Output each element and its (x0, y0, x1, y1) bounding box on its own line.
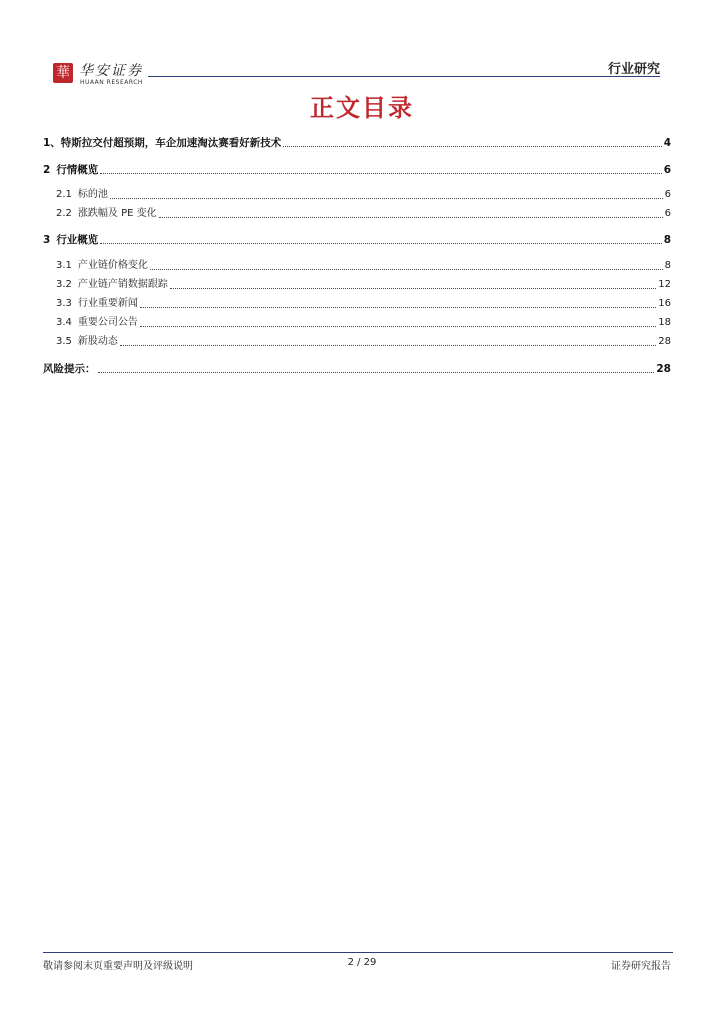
toc-entry-number: 3.4 (56, 317, 72, 328)
toc-entry-label: 产业链价格变化 (77, 260, 148, 271)
toc-entry[interactable] (56, 188, 671, 202)
toc-entry-number: 3.5 (56, 336, 72, 347)
toc-dot-leader (140, 307, 656, 308)
toc-entry-label: 新股动态 (77, 336, 118, 347)
toc-entry-number: 3.2 (56, 279, 72, 290)
toc-dot-leader (100, 243, 661, 244)
toc-entry-label: 行业重要新闻 (77, 298, 138, 309)
toc-entry-number: 2.1 (56, 189, 72, 200)
toc-entry-page: 6 (664, 189, 671, 200)
toc-entry-page: 8 (663, 234, 671, 246)
toc-entry-page: 12 (658, 279, 671, 290)
logo-name: 华安证券 (79, 63, 143, 79)
toc-entry-number: 3 (43, 234, 51, 246)
toc-entry-page: 8 (664, 260, 671, 271)
page-header (0, 0, 724, 95)
logo-english: HUAAN RESEARCH (80, 79, 143, 86)
footer-rule (43, 952, 673, 953)
toc-entry-page: 28 (658, 336, 671, 347)
toc-entry-page: 16 (658, 298, 671, 309)
toc-entry-label: 风险提示： (43, 363, 96, 375)
header-rule (148, 76, 660, 77)
toc-entry-label: 行情概览 (56, 164, 99, 176)
toc-entry-number: 2 (43, 164, 51, 176)
toc-entry[interactable] (56, 316, 671, 330)
toc-dot-leader (120, 345, 656, 346)
toc-entry-page: 18 (658, 317, 671, 328)
toc-dot-leader (170, 288, 656, 289)
toc-dot-leader (283, 146, 661, 147)
page-title: 正文目录 (310, 94, 414, 122)
toc-entry[interactable] (43, 136, 671, 150)
logo-icon: 華 (53, 63, 73, 83)
toc-entry-number: 3.1 (56, 260, 72, 271)
toc-entry-number: 2.2 (56, 208, 72, 219)
toc-dot-leader (98, 372, 655, 373)
toc-entry-number: 3.3 (56, 298, 72, 309)
toc-entry-page: 4 (663, 137, 671, 149)
section-label: 行业研究 (607, 62, 660, 77)
toc-entry-label: 涨跌幅及 PE 变化 (77, 208, 157, 219)
toc-entry[interactable] (56, 259, 671, 273)
toc-dot-leader (100, 173, 661, 174)
toc-entry-label: 产业链产销数据跟踪 (77, 279, 168, 290)
toc-dot-leader (159, 217, 663, 218)
toc-entry-label: 标的池 (77, 189, 108, 200)
toc-entry[interactable] (56, 278, 671, 292)
toc-entry-page: 6 (663, 164, 671, 176)
toc-entry[interactable] (43, 233, 671, 247)
toc-entry-label: 行业概览 (56, 234, 99, 246)
toc-entry-label: 1、特斯拉交付超预期，车企加速淘汰赛看好新技术 (43, 137, 282, 149)
toc-entry[interactable] (43, 163, 671, 177)
toc-entry[interactable] (43, 362, 671, 376)
footer-disclaimer: 敬请参阅末页重要声明及评级说明 (43, 961, 193, 972)
toc-entry-label: 重要公司公告 (77, 317, 138, 328)
toc-entry-page: 6 (664, 208, 671, 219)
page-number: 2 / 29 (347, 957, 377, 968)
toc-dot-leader (110, 198, 663, 199)
footer-report-type: 证券研究报告 (611, 961, 671, 972)
toc-entry[interactable] (56, 335, 671, 349)
toc-entry-page: 28 (656, 363, 671, 375)
toc-entry[interactable] (56, 207, 671, 221)
toc-entry[interactable] (56, 297, 671, 311)
toc-dot-leader (150, 269, 663, 270)
toc-dot-leader (140, 326, 656, 327)
